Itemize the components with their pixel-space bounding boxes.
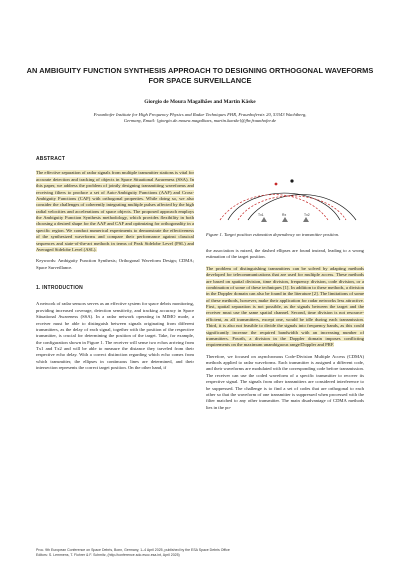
tx1-label: Tx1	[258, 213, 264, 217]
page-footer	[36, 548, 366, 558]
affiliation-line-2: Germany, Email: {giorgio.de.moura.magalhaes, martin.kaeske}@fhr.fraunhofer.de	[123, 118, 277, 123]
rx-antenna-icon	[282, 217, 288, 222]
left-column	[36, 156, 194, 372]
paper-title: AN AMBIGUITY FUNCTION SYNTHESIS APPROACH TO DESIGNING ORTHOGONAL WAVEFORMS FOR SPACE SURVEILLANCE	[26, 66, 374, 85]
figure-1-caption: Figure 1. Target position estimation dependency on transmitter position.	[206, 232, 340, 237]
authors: Giorgio de Moura Magalhães and Martin Käske	[144, 99, 256, 105]
right-column	[206, 248, 364, 411]
target-true-marker	[290, 179, 293, 182]
keywords: Keywords: Ambiguity Function Synthesis; Orthogonal Waveform Design; CDMA; Space Surveillance.	[36, 258, 194, 270]
right-paragraph-2: Therefore, we focused on asynchronous Code-Division Multiple Access (CDMA) methods applied to radar waveforms. Each transmitter is assigned a different code, and their waveforms are modulated with the corresponding code before transmission. The receiver can use the coded waveform of a specific transmitter to recover its respective signal. The signals from other transmitters are considered interference to be suppressed. The challenge is to find a set of codes that are orthogonal to each other so that the waveform of one transmitter is suppressed when processed with the filter matched to any other transmitter. The main disadvantage of CDMA methods lies in the po-	[206, 353, 364, 410]
footer-line-2: Editors: S. Lemmens, T. Flohrer & F. Schmitz, (http://conference.sdo.esoc.esa.int, April 2025)	[36, 553, 180, 557]
right-paragraph-1-text: The problem of distinguishing transmitters can be solved by adapting methods developed for telecommunications that are used for multiple access. These methods are based on spatial division, time division, frequency division, code division, or a combination of some of these techniques [1]. In addition to these methods, a division in the Doppler domain can also be found in the literature [2]. The limitations of some of these methods, however, make their application for radar networks less attractive. First, spatial separation is not possible, as the signals between the target and the receiver must use the same spatial channel. Second, time division is not resource-efficient, as all transmitters, except one, would be idle during each transmission. Third, it is also not feasible to divide the signals into frequency bands, as this could significantly increase the required bandwidth with an increasing number of transmitters. Fourth, a division in the Doppler domain imposes conflicting requirements on the maximum unambiguous range/Doppler and PRF.	[206, 265, 364, 348]
tx2-antenna-icon	[303, 217, 309, 222]
tx2-label: Tx2	[304, 213, 310, 217]
rx-label: Rx	[282, 213, 287, 217]
affiliation	[20, 112, 380, 124]
footer-line-1: Proc. 9th European Conference on Space Debris, Bonn, Germany, 1–4 April 2025, published by the ESA Space Debris Office	[36, 548, 230, 552]
figure-1-diagram	[206, 164, 364, 226]
tx1-antenna-icon	[261, 217, 267, 222]
right-paragraph-0: the association is mixed, the dashed ellipses are found instead, leading to a wrong estimation of the target position.	[206, 248, 364, 260]
intro-heading: 1. INTRODUCTION	[36, 285, 83, 291]
abstract-heading: ABSTRACT	[36, 156, 66, 162]
abstract-body: The effective separation of radar signals from multiple transmitter stations is vital for accurate detection and tracking of objects in Space Situational Awareness (SSA). In this paper, we address the problem of jointly designing transmitting waveforms and receiving filters to produce a set of Auto-Ambiguity Functions (AAF) and Cross-Ambiguity Functions (CAF) with orthogonal properties. While doing so, we also consider the challenges of coherently integrating multiple pulses affected by the high radial velocities and accelerations of space objects. The proposed approach employs the Ambiguity Function Synthesis methodology, which provides flexibility in both choosing a desired shape for the AAF and CAF and optimizing for orthogonality in a specific region. We conduct numerical experiments to demonstrate the effectiveness of the synthesized waveforms and compare their performance against classical sequences and state-of-the-art methods in terms of Peak Sidelobe Level (PSL) and Averaged Sidelobe Level (ASL).	[36, 170, 194, 252]
figure-1	[206, 164, 364, 226]
right-paragraph-1	[206, 266, 364, 349]
target-wrong-marker	[275, 183, 278, 186]
affiliation-line-1: Fraunhofer Institute for High Frequency Physics and Radar Techniques FHR, Fraunhoferstr. 20, 53343 Wachtberg,	[93, 112, 307, 117]
solid-ellipse-right	[248, 195, 356, 220]
abstract-text	[36, 170, 194, 253]
intro-paragraph-1: A network of radar sensors serves as an effective system for space debris monitoring, providing increased coverage, detection sensitivity, and tracking accuracy in Space Situational Awareness (SSA). In a radar network operating in MIMO mode, a receiver must be able to distinguish between signals originating from different transmitters, as the delay of each signal, together with the position of the respective transmitter, is crucial for determining the position of the target. Take, for example, the configuration shown in Figure 1. The receiver will sense two echos arriving from Tx1 and Tx2 and will be able to measure the distance they traveled from their respective echo delay. With a correct distinction regarding which echo comes from which transmitter, the ellipses in continuous lines are determined, and their intersection represents the correct target position. On the other hand, if	[36, 301, 194, 371]
